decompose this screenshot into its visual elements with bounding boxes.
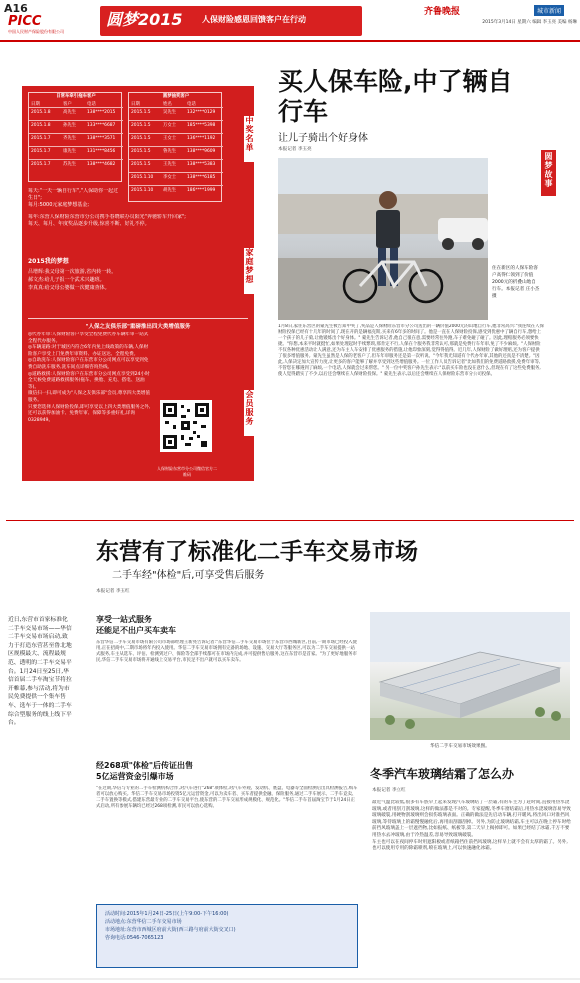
side-label-dreams: 家庭梦想: [244, 248, 255, 294]
reward-yearly: 每年:东营人保财险东营市分公司携手春晓联办员阳光"奔驰轿车开回家";: [28, 214, 186, 220]
table-cell: 132****0129: [187, 110, 216, 115]
story1-headline: 买人保车险,中了辆自行车: [278, 67, 513, 126]
table-title: 日常车牵引拖车客户: [56, 94, 96, 99]
story2-body2: "在过期,华信与专业的二手车检测机构合作,对汽车进行"268"项体检,对汽车外观、发动机、底盘、电器等全面检测后出具检测报告,购车者可以放心购买。华信二手车交易市场投资5亿元运营资金,可以为卖车者、买车者提供金融、保险服务,通过二手车展示、二手车竞卖、二手车置换等模式,搭建东营最专业的二手车交易平台,使东营的二手车交易形成规模化、规范化。"华信二手车首届淘宝节于1月24日正式启动,所有参展车辆均已经过268项检测,市民可以放心选购。: [96, 786, 358, 809]
market-rendering-photo: [370, 612, 570, 740]
row-divider: [129, 146, 223, 147]
table-cell: 胡先生: [163, 188, 177, 193]
table-cell: 齐先生: [63, 136, 77, 141]
table-cell: 王女士: [163, 136, 177, 141]
reward-list-2: [28, 214, 222, 244]
vip-item: 只要您选择人保财险投保,即可享受以上四大类增值服务之外,还可以获得加油卡、免费年审、保障等多重好礼,详询0328949。: [28, 404, 151, 423]
col-header: 日期: [31, 102, 40, 107]
event-info-box: [96, 904, 358, 968]
table-cell: 185****5398: [187, 123, 216, 128]
lottery-winner-table: [128, 92, 222, 202]
market-photo-caption: 华信二手车交易市场效果图。: [430, 744, 490, 749]
banner-title: 圆梦2015: [106, 10, 183, 29]
table-cell: 138****3571: [87, 136, 116, 141]
story3-body: 最近气温比较低,很多有车族早上起来发现汽车玻璃结了一层霜,有的车主为了赶时间,直接用热水浇玻璃,或者用刮刀刮玻璃,这样的做法都是不对的。专家提醒,冬季车窗结霜后,用热水浇玻璃容易导致玻璃破裂,用硬物刮玻璃则会损伤玻璃表面。正确的做法是先启动车辆,打开暖风,将出风口对准挡风玻璃,等待玻璃上的霜慢慢融化后,再用雨刮器刮掉。另外,为防止玻璃结霜,车主可以在晚上停车时给前挡风玻璃盖上一层遮挡物,比如报纸、纸板等,第二天早上揭掉即可。如果已经结了冰霜,千万不要用热水去冲玻璃,由于冷热温差,容易导致玻璃破裂。 车主也可以在夜间停车时用遮阳板或者纸箱挡住前挡风玻璃,这样早上就不会有太厚的霜了。另外,也可以使用专用的除霜喷剂,喷在玻璃上,可以快速融化冰霜。: [372, 800, 571, 852]
row-divider: [129, 120, 223, 121]
story2-section1-heading: [96, 614, 176, 636]
page-number: A16: [4, 2, 28, 15]
side-label-vip: 会员服务: [244, 390, 255, 436]
table-cell: 2015.1.8: [31, 123, 51, 128]
reward-monthly: 每月:5000元家庭梦想基金;: [28, 202, 90, 208]
contact-phone: 咨询电话:0546-7065123: [105, 935, 164, 941]
story1-body: 1月8日,家住东营区的蒙先生被告知中奖了,奖品是人保财险东营市分公司送出的一辆价值2000元的山地自行车,他非常高兴:"我连续在人保财险投保已经有十几年的时间了,现在开的是辆福克斯,买来有6年多的时间了。他是一直在人保财险投保,感受到优惠中了辆自行车,想给上一个孩子的儿子骑,让他锻炼出个好身体。" 蒙先生告诉记者,他自己很在意,需要经常往外跑,车子难免碰了碰了。因此,理赔服务必须要快捷。"你想,本来平时就挺忙,如果处理起时手续繁琐,那肯定不行,人保在个服务我非常认可,那就是免费行车年审,免了不少麻烦。"人保财险不仅各种优惠活动让人满意,还为车主人车安排了优惠服务的措施,让他印象深刻,觉得得值得。近几年,人保财险了做好理赔,还为客户提供了很多增值服务。蒙先生虽然是人保的老客户了,但车年审服务还是第一次听说。"今年我光知道有个代办年审,其他的还真是不清楚。"因此,人保决定加大宣传力度,让更多的客户能够了解并享受到这些增值服务。一位工作人员告诉记者"比如我们的免费道路救援,免费年审等,不管您在哪遇到了麻烦,一个电话,人保就会过来帮您。" 另一位中奖客户孙先生表示:"以前买车险也没在意什么,但现在有了这些免费服务,使人觉得踏实了不少,以后还会继续在人保财险投保。" 蒙先生表示,以后还会继续在人保财险东营市分公司投保。: [278, 324, 544, 377]
row-divider: [129, 185, 223, 186]
section-heading-line: 5亿运营资金引爆市场: [96, 772, 174, 781]
reward-daily: 每天:"一天一辆自行车","人保助你一起过生日";: [28, 188, 119, 201]
tow-customer-table: [28, 92, 122, 182]
table-cell: 王先生: [163, 162, 177, 167]
vip-item: ◎车辆道路:对于城区内符合6年内免上线政策的车辆,人保财险客户享受上门免费年审资料、办证送达、全程免费。: [28, 345, 149, 357]
vip-item: ◎道路救援:人保财险客户在东营市分公司网点享受到24小时全天候免费道路救援服务(拖车、换胎、充电、搭电、送油等)。: [28, 371, 150, 390]
table-cell: 吴先生: [163, 110, 177, 115]
dream-item: 吕增辉:我父母第一次旅游,省内转一转。: [28, 269, 117, 275]
story1-subtitle: 让儿子骑出个好身体: [278, 133, 368, 144]
row-divider: [129, 107, 223, 108]
building-rendering-image: [370, 612, 570, 740]
dream-title: 2015我的梦想: [28, 258, 69, 265]
row-divider: [29, 133, 123, 134]
vip-item: 微信扫一扫,即可成为"人保之友俱乐部"会员,尊享四大类增值服务。: [28, 391, 150, 403]
side-label-story: 圆梦故事: [541, 150, 556, 196]
table-cell: 138****5383: [187, 162, 216, 167]
story2-headline: 东营有了标准化二手车交易市场: [96, 539, 418, 565]
table-cell: 李女士: [163, 175, 177, 180]
table-cell: 136****1192: [187, 136, 216, 141]
section-divider: [6, 520, 574, 521]
footer-line: [0, 978, 580, 980]
section-heading-line: 享受一站式服务: [96, 615, 152, 624]
market-address: 市场地址:东营市西城区府前大街(西三路与府前大街交叉口): [105, 927, 236, 933]
table-cell: 孙先生: [63, 123, 77, 128]
table-cell: 万女士: [163, 123, 177, 128]
col-header: 电话: [187, 102, 196, 107]
table-cell: 2015.1.8: [31, 110, 51, 115]
dream-item: 李真真:给父母公婆做一次健康查体。: [28, 285, 110, 291]
row-divider: [129, 172, 223, 173]
row-divider: [129, 133, 223, 134]
vip-item: ◎自助洗车:人保财险客户在东营市分公司网点可以享受到免费自助洗车服务,洗车间点详细咨询热线。: [28, 358, 149, 370]
story2-body1: 东营华信二手车交易市场有限公司市场部经理王新亮告诉记者:"东营华信二手车交易市场位于东营市西城新区,目前,一期市场已经投入使用,正在招商中,二期市场将年内投入使用。华信二手车交易市场拥有完备的场地、设施、交易大厅等服务区,可以为二手车交易提供一站式服务,车主从选车、评估、检测到过户、保险等全部手续都可在市场内完成,并可提供售后服务,这在东营市是首家。"为了更好地服务市民,华信二手车交易市场将开通线上交易平台,市民足不出户就可以买车卖车。: [96, 640, 357, 663]
table-cell: 133****6687: [87, 123, 116, 128]
story2-byline: 本报记者 李玉红: [96, 589, 130, 594]
section-heading-line: 还能足不出户买车卖车: [96, 626, 176, 635]
table-cell: 2015.1.5: [131, 110, 151, 115]
reward-summary: 每天、每月、年度奖品逐步升级,惊喜不断、好礼不停。: [28, 221, 150, 227]
col-header: 日期: [131, 102, 140, 107]
table-cell: 2015.1.5: [131, 149, 151, 154]
story2-section2-heading: [96, 760, 193, 782]
table-cell: 2015.1.5: [131, 123, 151, 128]
col-header: 电话: [87, 102, 96, 107]
row-divider: [29, 146, 123, 147]
table-cell: 2015.1.5: [131, 136, 151, 141]
table-cell: 138****6185: [187, 175, 216, 180]
table-cell: 高先生: [63, 110, 77, 115]
row-divider: [29, 120, 123, 121]
section-heading-line: 经268项"体检"后传证出售: [96, 761, 194, 770]
wechat-qr-code[interactable]: [160, 400, 212, 452]
col-header: 姓名: [163, 102, 172, 107]
table-cell: 康先生: [63, 149, 77, 154]
table-cell: 2015.1.7: [31, 149, 51, 154]
qr-caption: 人保财险东营市分公司微信官方二维码: [157, 466, 217, 477]
table-cell: 131****8456: [87, 149, 116, 154]
story1-photo-caption: 住在新区的人保车险客户高得仁领到了价值2000元的折叠山地自行车。本报记者 庄小杰 摄: [492, 266, 540, 299]
side-label-winners: 中奖名单: [244, 116, 255, 162]
banner-subtitle: 人保财险感恩回馈客户在行动: [202, 15, 306, 24]
table-cell: 2015.1.7: [31, 136, 51, 141]
vip-services: [28, 332, 152, 478]
table-cell: 186****1999: [187, 188, 216, 193]
story3-byline: 本报记者 李立红: [372, 788, 406, 793]
col-header: 客户: [63, 102, 72, 107]
table-cell: 鲁先生: [163, 149, 177, 154]
row-divider: [29, 107, 123, 108]
story2-lead: 近日,东营市首家标准化二手车交易市场——华信二手车交易市场启动,致力于打造东营甚至鲁北地区规模最大、流程最规范、透明的二手车交易平台。1月24日至25日,华信首届二手车淘宝节将拉开帷幕,参与活动,将为市民免费提供一个集车售车、选车于一体的二手车综合型服务的线上线下平台。: [8, 617, 72, 727]
story1-photo: [278, 158, 488, 320]
table-cell: 2015.1.7: [31, 162, 51, 167]
row-divider: [29, 159, 123, 160]
qr-code-icon: [163, 403, 209, 449]
vip-title: "人保之友俱乐部"重磅推出四大类增值服务: [28, 318, 248, 330]
picc-logo: PICC: [8, 14, 42, 29]
table-cell: 138****4682: [87, 162, 116, 167]
event-time: 活动时间:2015年1月24日-25日(上午9:00-下午16:00): [105, 911, 229, 917]
table-cell: 2015.1.5: [131, 162, 151, 167]
newspaper-masthead: 齐鲁晚报: [424, 7, 461, 17]
table-cell: 138****9609: [187, 149, 216, 154]
dateline: 2015年3月14日 星期六 编辑 李玉亮 美编 杨琳: [482, 20, 577, 25]
dream-item: 郝文杰:给儿子报一个武术兴趣班。: [28, 277, 105, 283]
logo-subtitle: 中国人民财产保险股份有限公司: [8, 29, 64, 34]
story2-subtitle: 二手车经"体检"后,可享受售后服务: [112, 570, 265, 581]
story3-headline: 冬季汽车玻璃结霜了怎么办: [370, 767, 515, 781]
table-cell: 2015.1.10: [131, 175, 154, 180]
table-cell: 138****2015: [87, 110, 116, 115]
dream-list: [28, 268, 228, 300]
table-cell: 苏先生: [63, 162, 77, 167]
header-divider: [0, 40, 580, 42]
story1-byline: 本报记者 李玉亮: [278, 147, 312, 152]
column-tag: 城市新闻: [534, 5, 564, 16]
vip-item: ◎代办年审:人保财险客户享受全程免费代办车辆年审一站式全程代办服务。: [28, 332, 149, 344]
man-with-bicycle-photo: [278, 158, 488, 320]
row-divider: [129, 159, 223, 160]
table-title: 圆梦抽奖客户: [162, 94, 190, 99]
event-location: 活动地点:东营华信二手车交易市场: [105, 919, 182, 925]
table-cell: 2015.1.10: [131, 188, 154, 193]
